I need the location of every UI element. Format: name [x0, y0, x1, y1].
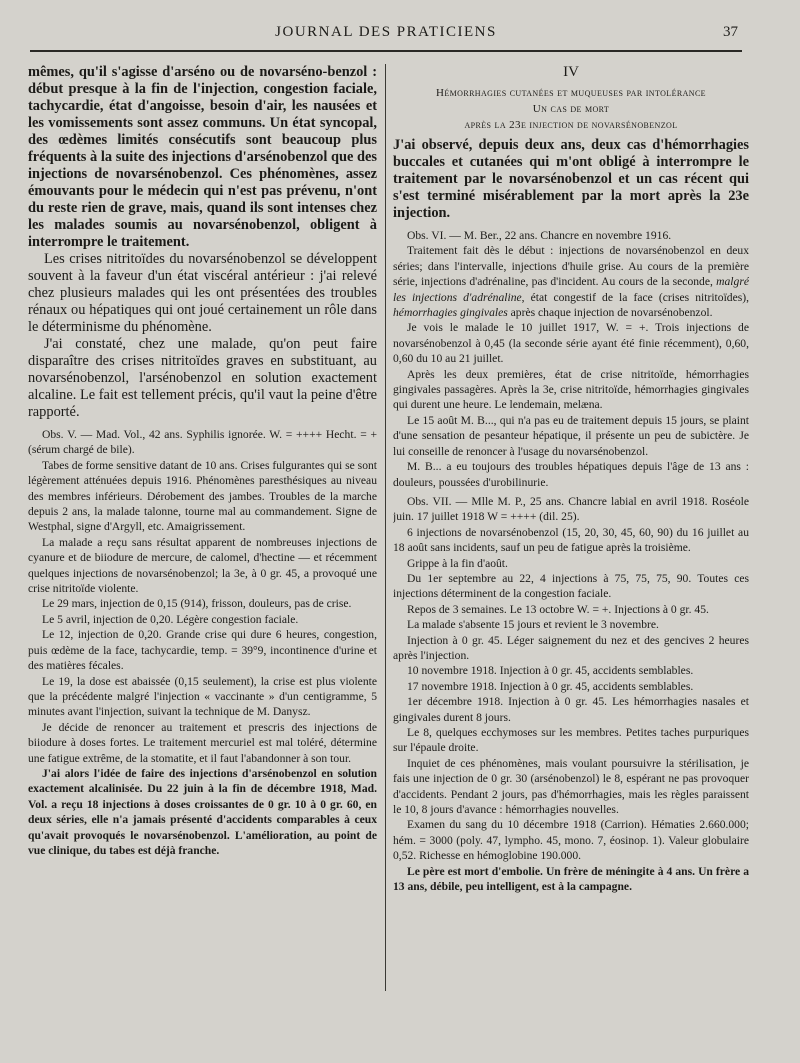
obs5-paragraph: Tabes de forme sensitive datant de 10 ans. Crises fulgurantes qui se sont légèrement atténuées depuis 1916. Phénomènes paresthésiques au niveau des membres inférieurs. Dérobement des jambes. Troubles de la marche depuis 2 ans, la malade talonne, tourne mal au commandement. Signe de Westphal, signe d'Argyll, etc. Amaigrissement.: [28, 458, 377, 534]
right-column: [393, 64, 749, 991]
obs5-paragraph: La malade a reçu sans résultat apparent de nombreuses injections de cyanure et de biiodure de mercure, de calomel, d'hectine — et récemment quelques injections de novarsénobenzol; la 3e, à 0 gr. 45, a provoqué une crise nitritoïde violente.: [28, 535, 377, 596]
obs7-family-history: Le père est mort d'embolie. Un frère de méningite à 4 ans. Un frère a 13 ans, débile, peu intelligent, est à la campagne.: [393, 864, 749, 894]
obs7-paragraph: 10 novembre 1918. Injection à 0 gr. 45, accidents semblables.: [407, 664, 694, 678]
obs7-paragraph: Inquiet de ces phénomènes, mais voulant poursuivre la stérilisation, je fais une injection de 0 gr. 30 (arsénobenzol) le 8, espérant ne pas provoquer d'accidents. Pendant 2 jours, pas d'hémorrhagies, mais les règles paraissent le 10, 8 jours d'avance : hémorrhagies nouvelles.: [393, 756, 749, 817]
obs6-paragraph: Le 15 août M. B..., qui n'a pas eu de traitement depuis 15 jours, se plaint d'une sensation de pesanteur hépatique, il présente un peu de subictère. Je lui conseille de renoncer à l'usage du novarsénobenzol.: [393, 413, 749, 458]
obs7-paragraph: 17 novembre 1918. Injection à 0 gr. 45, accidents semblables.: [407, 679, 694, 693]
page-number: 37: [723, 24, 738, 40]
obs7-paragraph: 6 injections de novarsénobenzol (15, 20, 30, 45, 60, 90) du 16 juillet au 18 août sans incidents, sauf un peu de fatigue après la troisième.: [393, 525, 749, 555]
obs7-title: Obs. VII. — Mlle M. P., 25 ans. Chancre labial en avril 1918. Roséole juin. 17 juillet 1918 W = ++++ (dil. 25).: [393, 494, 749, 524]
obs7-paragraph: Le 8, quelques ecchymoses sur les membres. Petites taches purpuriques sur l'épaule droite.: [393, 726, 749, 755]
column-divider: [385, 64, 386, 991]
obs5-paragraph: Je décide de renoncer au traitement et prescris des injections de biiodure à doses fortes. Le traitement mercuriel est mal toléré, détermine une fatigue extrême, de la stomatite, et il faut l'abandonner à son tour.: [28, 720, 377, 765]
obs7-paragraph: Du 1er septembre au 22, 4 injections à 75, 75, 75, 90. Toutes ces injections déterminent de la congestion faciale.: [393, 571, 749, 601]
obs5-title: Obs. V. — Mad. Vol., 42 ans. Syphilis ignorée. W. = ++++ Hecht. = + (sérum chargé de bile).: [28, 428, 377, 457]
obs6-title: Obs. VI. — M. Ber., 22 ans. Chancre en novembre 1916.: [407, 229, 672, 242]
obs7-paragraph: 1er décembre 1918. Injection à 0 gr. 45. Les hémorrhagies nasales et gingivales durent 8 jours.: [393, 695, 749, 724]
obs6-paragraph: Après les deux premières, état de crise nitritoïde, hémorrhagies gingivales passagères. Après la 3e, crise nitritoïde, hémorrhagies gingivales qui durent une heure. Le lendemain, melæna.: [393, 367, 749, 412]
obs5-paragraph: Le 19, la dose est abaissée (0,15 seulement), la crise est plus violente que la précédente malgré l'injection « vaccinante » d'un centigramme, 5 minutes avant l'injection, suivant la technique de M. Danysz.: [28, 674, 377, 719]
paragraph-nitritoid-crises: Les crises nitritoïdes du novarsénobenzol se développent souvent à la faveur d'un état viscéral antérieur : j'ai relevé chez plusieurs malades qui les ont présentées des troubles rénaux ou hépatiques qui ont joué certainement un rôle dans le déterminisme du phénomène.: [28, 251, 377, 335]
page-header: [30, 16, 742, 52]
obs6-paragraph: Traitement fait dès le début : injections de novarsénobenzol en deux séries; dans l'intervalle, injections d'huile grise. Au cours de la première série, injections d'adrénaline, pas d'incident. Au cours de la seconde, malgré les injections d'adrénaline, état congestif de la face (crises nitritoïdes), hémorrhagies gingivales après chaque injection de novarsénobenzol.: [393, 244, 749, 320]
journal-title: JOURNAL DES PRATICIENS: [275, 24, 497, 40]
obs5-paragraph: Le 12, injection de 0,20. Grande crise qui dure 6 heures, congestion, puis œdème de la face, tachycardie, temp. = 39°9, incontinence d'urine et des matières fécales.: [28, 628, 377, 673]
obs7-blood-exam: Examen du sang du 10 décembre 1918 (Carrion). Hématies 2.660.000; hém. = 3000 (poly. 47, lympho. 45, mono. 7, éosinop. 1). Valeur globulaire 0,52. Richesse en hémoglobine 190.000.: [393, 818, 749, 863]
obs7-paragraph: Grippe à la fin d'août.: [407, 556, 508, 570]
obs6-paragraph: Je vois le malade le 10 juillet 1917, W. = +. Trois injections de novarsénobenzol à 0,45 (la seconde série ayant été finie récemment), 0,60, 0,60 du 10 au 21 juillet.: [393, 321, 749, 366]
left-column: [28, 64, 377, 991]
paragraph-observation-intro: J'ai constaté, chez une malade, qu'on peut faire disparaître des crises nitritoïdes graves en substituant, au novarsénobenzol, l'arsénobenzol en solution exactement alcaline. Le fait est tellement précis, qu'il vaut la peine d'être rapporté.: [28, 336, 377, 420]
obs5-conclusion: J'ai alors l'idée de faire des injections d'arsénobenzol en solution exactement alcalinisée. Du 22 juin à la fin de décembre 1918, Mad. Vol. a reçu 18 injections à doses croissantes de 0 gr. 10 à 0 gr. 60, en deux séries, elle n'a jamais présenté d'accidents comparables à ceux qu'avait provoqués le novarsénobenzol. L'amélioration, au point de vue clinique, du tabes est déjà franche.: [28, 766, 377, 857]
section-subheading: après la 23e injection de novarsénobenzol: [464, 119, 678, 131]
section-heading: Hémorrhagies cutanées et muqueuses par intolérance: [436, 87, 706, 99]
obs7-paragraph: Repos de 3 semaines. Le 13 octobre W. = +. Injections à 0 gr. 45.: [407, 602, 709, 616]
section-intro: J'ai observé, depuis deux ans, deux cas d'hémorrhagies buccales et cutanées qui m'ont obligé à interrompre le traitement par le novarsénobenzol et un cas récent qui s'est terminé misérablement par la mort après la 23e injection.: [393, 137, 749, 221]
obs7-paragraph: La malade s'absente 15 jours et revient le 3 novembre.: [407, 618, 659, 632]
obs5-paragraph: Le 5 avril, injection de 0,20. Légère congestion faciale.: [42, 612, 299, 626]
obs7-paragraph: Injection à 0 gr. 45. Léger saignement du nez et des gencives 2 heures après l'injection.: [393, 633, 749, 662]
paragraph-reactions: mêmes, qu'il s'agisse d'arséno ou de novarséno-benzol : début presque à la fin de l'injection, congestion faciale, tachycardie, état d'angoisse, besoin d'air, les nausées et les vomissements sont assez communs. Un état syncopal, des œdèmes limités consécutifs sont beaucoup plus fréquents à la suite des injections d'arsénobenzol que des injections de novarsénobenzol. Ces phénomènes, assez émouvants pour le médecin qui n'est pas prévenu, n'ont du reste rien de grave, mais, quand ils sont intenses chez les malades soumis au novarsénobenzol, obligent à interrompre le traitement.: [28, 64, 377, 250]
obs5-paragraph: Le 29 mars, injection de 0,15 (914), frisson, douleurs, pas de crise.: [42, 597, 352, 611]
obs6-paragraph: M. B... a eu toujours des troubles hépatiques depuis l'âge de 13 ans : douleurs, poussées d'urobilinurie.: [393, 460, 749, 489]
section-number: IV: [563, 64, 579, 80]
section-subheading: Un cas de mort: [532, 103, 610, 115]
